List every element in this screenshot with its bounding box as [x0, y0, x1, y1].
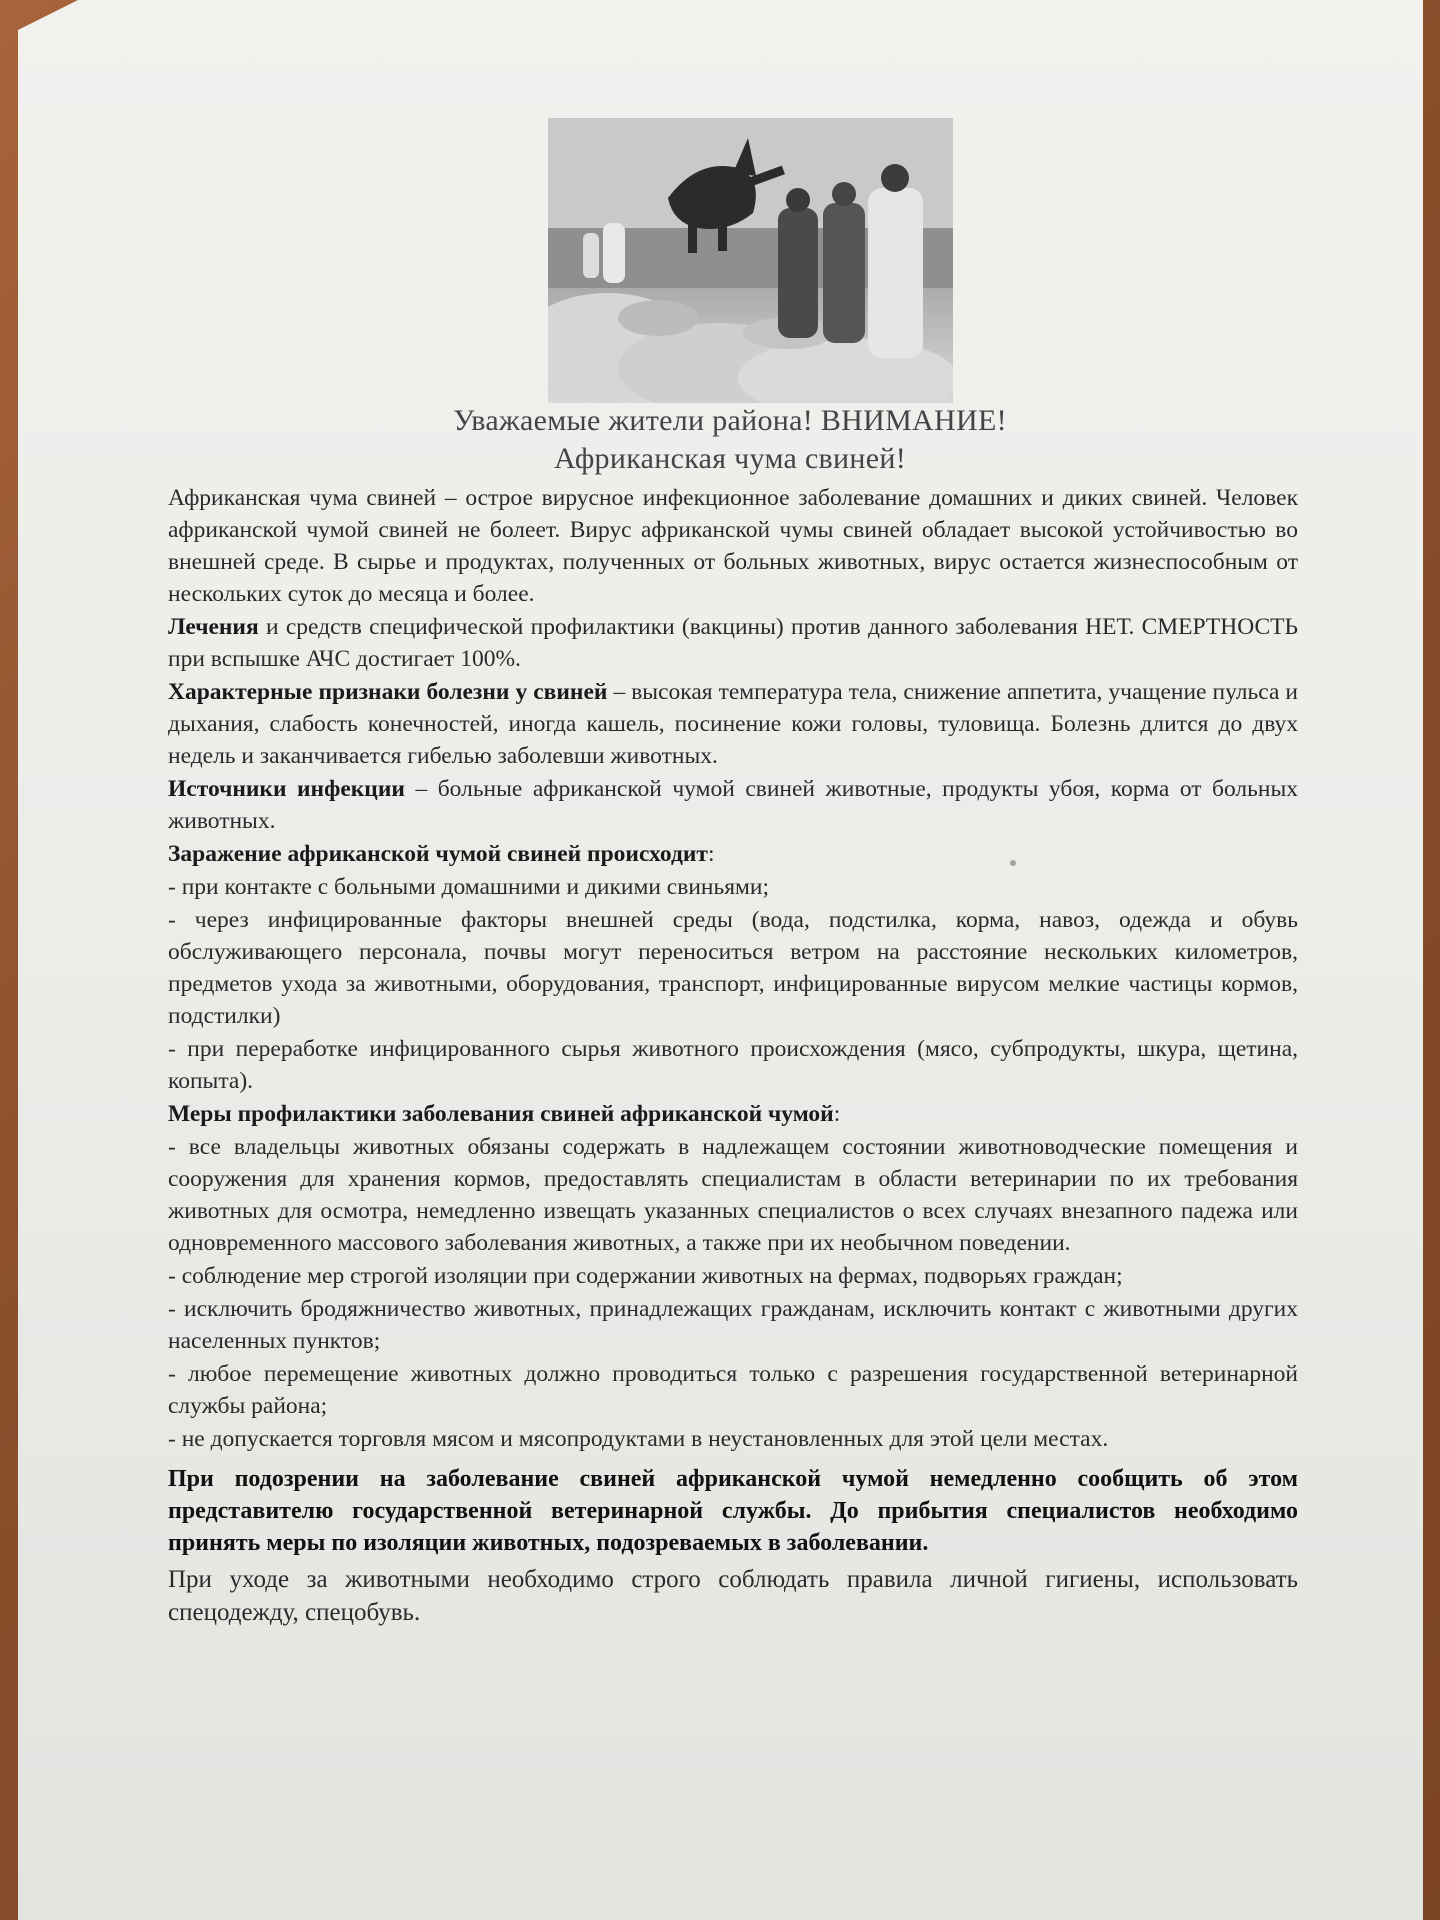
prevention-item: - любое перемещение животных должно проводиться только с разрешения государственной ветеринарной службы района;	[168, 1361, 1298, 1419]
prevention-label: Меры профилактики заболевания свиней африканской чумой	[168, 1101, 834, 1127]
leaflet-photo	[548, 118, 953, 403]
closing-paragraph: При уходе за животными необходимо строго соблюдать правила личной гигиены, использовать спецодежду, спецобувь.	[168, 1566, 1298, 1626]
treatment-label: Лечения	[168, 614, 259, 640]
warning-paragraph: При подозрении на заболевание свиней африканской чумой немедленно сообщить об этом представителю государственной ветеринарной службы. До прибытия специалистов необходимо принять меры по изоляции животных, подозреваемых в заболевании.	[168, 1466, 1298, 1556]
prevention-heading	[168, 1098, 1298, 1130]
infection-label: Заражение африканской чумой свиней происходит	[168, 841, 708, 867]
infection-item: - через инфицированные факторы внешней среды (вода, подстилка, корма, навоз, одежда и обувь обслуживающего персонала, почвы могут переноситься ветром на расстояние нескольких километров, предметов ухода за животными, оборудования, транспорт, инфицированные вирусом мелкие частицы кормов, подстилки)	[168, 907, 1298, 1029]
infection-item: - при переработке инфицированного сырья животного происхождения (мясо, субпродукты, шкура, щетина, копыта).	[168, 1036, 1298, 1094]
headline-line-1: Уважаемые жители района! ВНИМАНИЕ!	[453, 404, 1007, 437]
prevention-item: - все владельцы животных обязаны содержать в надлежащем состоянии животноводческие помещения и сооружения для хранения кормов, предоставлять специалистам в области ветеринарии по их требования животных для осмотра, немедленно извещать указанных специалистов о всех случаях внезапного падежа или одновременного массового заболевания животных, а также при их необычном поведении.	[168, 1134, 1298, 1256]
headline-line-2: Африканская чума свиней!	[554, 442, 906, 475]
infection-item: - при контакте с больными домашними и дикими свиньями;	[168, 874, 769, 900]
photo-illustration	[548, 118, 953, 403]
prevention-item: - соблюдение мер строгой изоляции при содержании животных на фермах, подворьях граждан;	[168, 1263, 1123, 1289]
prevention-item: - исключить бродяжничество животных, принадлежащих гражданам, исключить контакт с животными других населенных пунктов;	[168, 1296, 1298, 1354]
leaflet-body	[168, 482, 1298, 1630]
infection-heading	[168, 838, 1298, 870]
sources-text: – больные африканской чумой свиней животные, продукты убоя, корма от больных животных.	[168, 776, 1298, 834]
sources-label: Источники инфекции	[168, 776, 405, 802]
symptoms-label: Характерные признаки болезни у свиней	[168, 679, 608, 705]
treatment-paragraph	[168, 611, 1298, 675]
prevention-suffix: :	[833, 1101, 841, 1127]
infection-suffix: :	[707, 841, 715, 867]
prevention-item: - не допускается торговля мясом и мясопродуктами в неустановленных для этой цели местах.	[168, 1426, 1109, 1452]
symptoms-paragraph	[168, 676, 1298, 772]
symptoms-text: – высокая температура тела, снижение аппетита, учащение пульса и дыхания, слабость конечностей, иногда кашель, посинение кожи головы, туловища. Болезнь длится до двух недель и заканчивается гибелью заболевши животных.	[168, 679, 1298, 769]
sources-paragraph	[168, 773, 1298, 837]
treatment-text: и средств специфической профилактики (вакцины) против данного заболевания НЕТ. СМЕРТНОСТЬ при вспышке АЧС достигает 100%.	[168, 614, 1298, 672]
intro-paragraph: Африканская чума свиней – острое вирусное инфекционное заболевание домашних и диких свиней. Человек африканской чумой свиней не болеет. Вирус африканской чумы свиней обладает высокой устойчивостью во внешней среде. В сырье и продуктах, полученных от больных животных, вирус остается жизнеспособным от нескольких суток до месяца и более.	[168, 485, 1298, 607]
ink-speck	[1010, 860, 1016, 866]
